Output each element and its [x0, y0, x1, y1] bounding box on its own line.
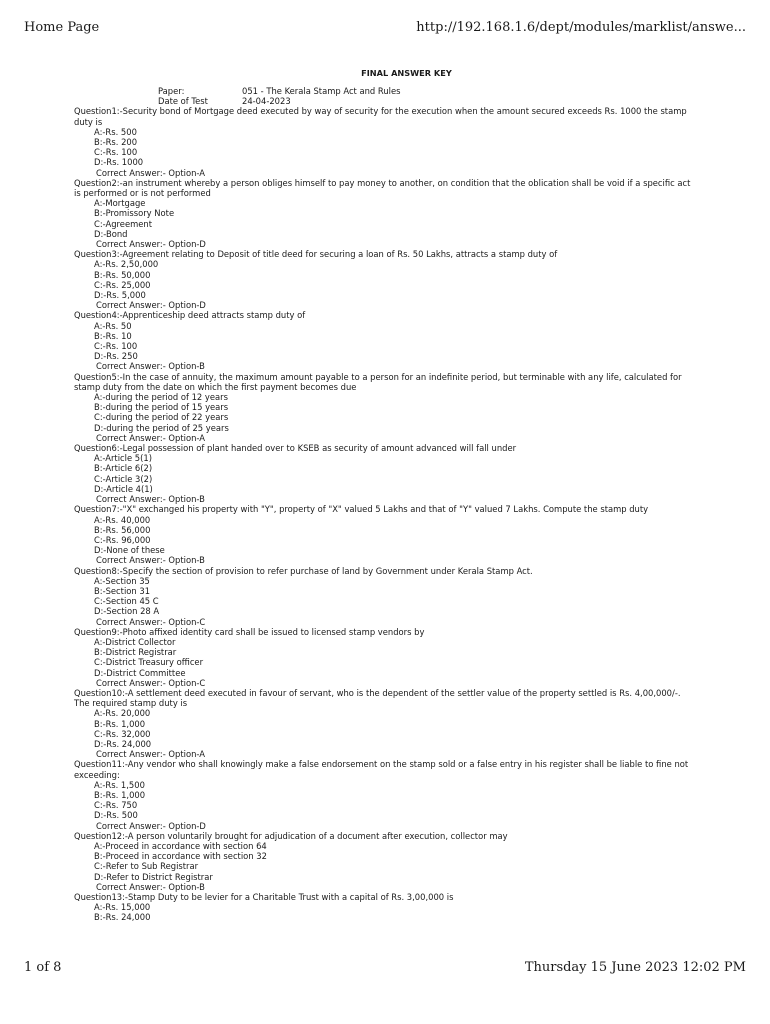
answer-option: D:-Rs. 1000 [94, 157, 144, 168]
meta-row [74, 96, 694, 106]
question-block [74, 759, 694, 830]
page-header-title: Home Page [24, 20, 100, 35]
question-block [74, 892, 694, 923]
answer-option: C:-Rs. 750 [94, 800, 138, 811]
answer-option: A:-Mortgage [94, 198, 146, 209]
answer-option: B:-Rs. 56,000 [94, 524, 151, 535]
question-block [74, 443, 694, 504]
answer-option: B:-during the period of 15 years [94, 402, 229, 413]
answer-option: D:-None of these [94, 545, 165, 556]
question-block [74, 831, 694, 892]
question-block [74, 178, 694, 249]
answer-option: A:-Rs. 500 [94, 126, 137, 137]
answer-option: A:-Rs. 15,000 [94, 902, 151, 913]
answer-option: A:-Rs. 1,500 [94, 779, 145, 790]
question-text: Question9:-Photo affixed identity card shall be issued to licensed stamp vendors by [74, 626, 425, 637]
answer-option: B:-Rs. 200 [94, 136, 138, 147]
question-text: Question3:-Agreement relating to Deposit of title deed for securing a loan of Rs. 50 Lakhs, attracts a stamp duty of [74, 249, 558, 260]
correct-answer: Correct Answer:- Option-D [96, 239, 206, 250]
question-text: Question7:-"X" exchanged his property with "Y", property of "X" valued 5 Lakhs and that of "Y" valued 7 Lakhs. Compute the stamp duty [74, 504, 649, 515]
answer-option: C:-Rs. 100 [94, 147, 138, 158]
answer-option: D:-Refer to District Registrar [94, 871, 213, 882]
meta-label: Paper: [158, 86, 185, 96]
answer-option: A:-Article 5(1) [94, 453, 152, 464]
answer-option: C:-Agreement [94, 218, 153, 229]
answer-option: C:-Rs. 25,000 [94, 279, 151, 290]
document-title: FINAL ANSWER KEY [361, 68, 452, 78]
question-block [74, 504, 694, 565]
answer-option: C:-Rs. 96,000 [94, 534, 151, 545]
answer-option: C:-Rs. 32,000 [94, 728, 151, 739]
question-text: Question10:-A settlement deed executed in favour of servant, who is the dependent of the settler value of the property settled is Rs. 4,00,000/-. The required stamp duty is [74, 687, 681, 709]
answer-option: B:-Article 6(2) [94, 463, 153, 474]
answer-option: D:-Rs. 250 [94, 351, 138, 362]
question-text: Question8:-Specify the section of provision to refer purchase of land by Government under Kerala Stamp Act. [74, 565, 533, 576]
answer-option: B:-Promissory Note [94, 208, 175, 219]
question-block [74, 310, 694, 371]
question-text: Question13:-Stamp Duty to be levier for a Charitable Trust with a capital of Rs. 3,00,000 is [74, 892, 454, 903]
answer-option: A:-Section 35 [94, 575, 150, 586]
answer-option: C:-Section 45 C [94, 596, 159, 607]
answer-option: A:-Rs. 40,000 [94, 514, 151, 525]
answer-option: B:-Proceed in accordance with section 32 [94, 851, 267, 862]
answer-option: A:-during the period of 12 years [94, 392, 228, 403]
question-text: Question11:-Any vendor who shall knowingly make a false endorsement on the stamp sold or a false entry in his register shall be liable to fine not exceeding: [74, 759, 689, 780]
question-text: Question4:-Apprenticeship deed attracts stamp duty of [74, 310, 306, 321]
answer-option: B:-District Registrar [94, 647, 177, 658]
correct-answer: Correct Answer:- Option-A [96, 167, 205, 178]
answer-option: A:-District Collector [94, 636, 176, 647]
answer-option: B:-Rs. 1,000 [94, 718, 146, 729]
answer-option: C:-Article 3(2) [94, 473, 153, 484]
answer-option: D:-Section 28 A [94, 606, 160, 617]
test-meta [74, 86, 694, 106]
answer-option: A:-Rs. 2,50,000 [94, 259, 159, 270]
answer-option: B:-Section 31 [94, 585, 151, 596]
answer-option: D:-Rs. 5,000 [94, 290, 146, 301]
answer-option: D:-during the period of 25 years [94, 422, 229, 433]
correct-answer: Correct Answer:- Option-B [96, 555, 205, 566]
answer-option: B:-Rs. 1,000 [94, 789, 146, 800]
page-header-url: http://192.168.1.6/dept/modules/marklist/answe... [416, 20, 746, 35]
question-block [74, 688, 694, 759]
answer-option: D:-Rs. 500 [94, 810, 138, 821]
question-list [74, 106, 694, 922]
answer-option: D:-Article 4(1) [94, 483, 153, 494]
answer-option: A:-Rs. 50 [94, 320, 132, 331]
answer-option: D:-District Committee [94, 667, 186, 678]
question-text: Question1:-Security bond of Mortgage deed executed by way of security for the execution when the amount secured exceeds Rs. 1000 the stamp duty is [74, 106, 687, 127]
answer-option: D:-Bond [94, 228, 128, 239]
correct-answer: Correct Answer:- Option-D [96, 300, 206, 311]
question-text: Question5:-In the case of annuity, the maximum amount payable to a person for an indefinite period, but terminable with any life, calculated for stamp duty from the date on which the first payment becomes due [74, 371, 682, 392]
meta-row [74, 86, 694, 96]
question-text: Question12:-A person voluntarily brought for adjudication of a document after execution, collector may [74, 830, 508, 841]
question-text: Question6:-Legal possession of plant handed over to KSEB as security of amount advanced will fall under [74, 443, 517, 454]
question-block [74, 249, 694, 310]
meta-label: Date of Test [158, 96, 208, 107]
meta-value: 051 - The Kerala Stamp Act and Rules [242, 86, 401, 96]
answer-option: B:-Rs. 50,000 [94, 269, 151, 280]
answer-option: B:-Rs. 10 [94, 330, 132, 341]
page-counter: 1 of 8 [24, 960, 62, 975]
answer-option: C:-during the period of 22 years [94, 412, 229, 423]
correct-answer: Correct Answer:- Option-B [96, 494, 205, 505]
correct-answer: Correct Answer:- Option-A [96, 749, 205, 760]
answer-option: C:-Rs. 100 [94, 341, 138, 352]
question-block [74, 627, 694, 688]
question-block [74, 372, 694, 443]
answer-option: A:-Proceed in accordance with section 64 [94, 841, 267, 851]
print-datetime: Thursday 15 June 2023 12:02 PM [524, 960, 746, 975]
meta-value: 24-04-2023 [242, 96, 291, 107]
correct-answer: Correct Answer:- Option-C [96, 616, 206, 627]
answer-option: A:-Rs. 20,000 [94, 708, 151, 719]
answer-option: D:-Rs. 24,000 [94, 738, 152, 749]
correct-answer: Correct Answer:- Option-B [96, 361, 205, 372]
answer-option: C:-District Treasury officer [94, 657, 204, 668]
correct-answer: Correct Answer:- Option-C [96, 677, 206, 688]
answer-key-document [74, 68, 694, 923]
question-text: Question2:-an instrument whereby a person obliges himself to pay money to another, on condition that the oblication shall be void if a specific act is performed or is not performed [74, 177, 691, 198]
question-block [74, 566, 694, 627]
correct-answer: Correct Answer:- Option-D [96, 820, 206, 831]
correct-answer: Correct Answer:- Option-A [96, 432, 205, 443]
correct-answer: Correct Answer:- Option-B [96, 881, 205, 892]
answer-option: C:-Refer to Sub Registrar [94, 861, 199, 872]
answer-option: B:-Rs. 24,000 [94, 912, 151, 923]
question-block [74, 106, 694, 177]
